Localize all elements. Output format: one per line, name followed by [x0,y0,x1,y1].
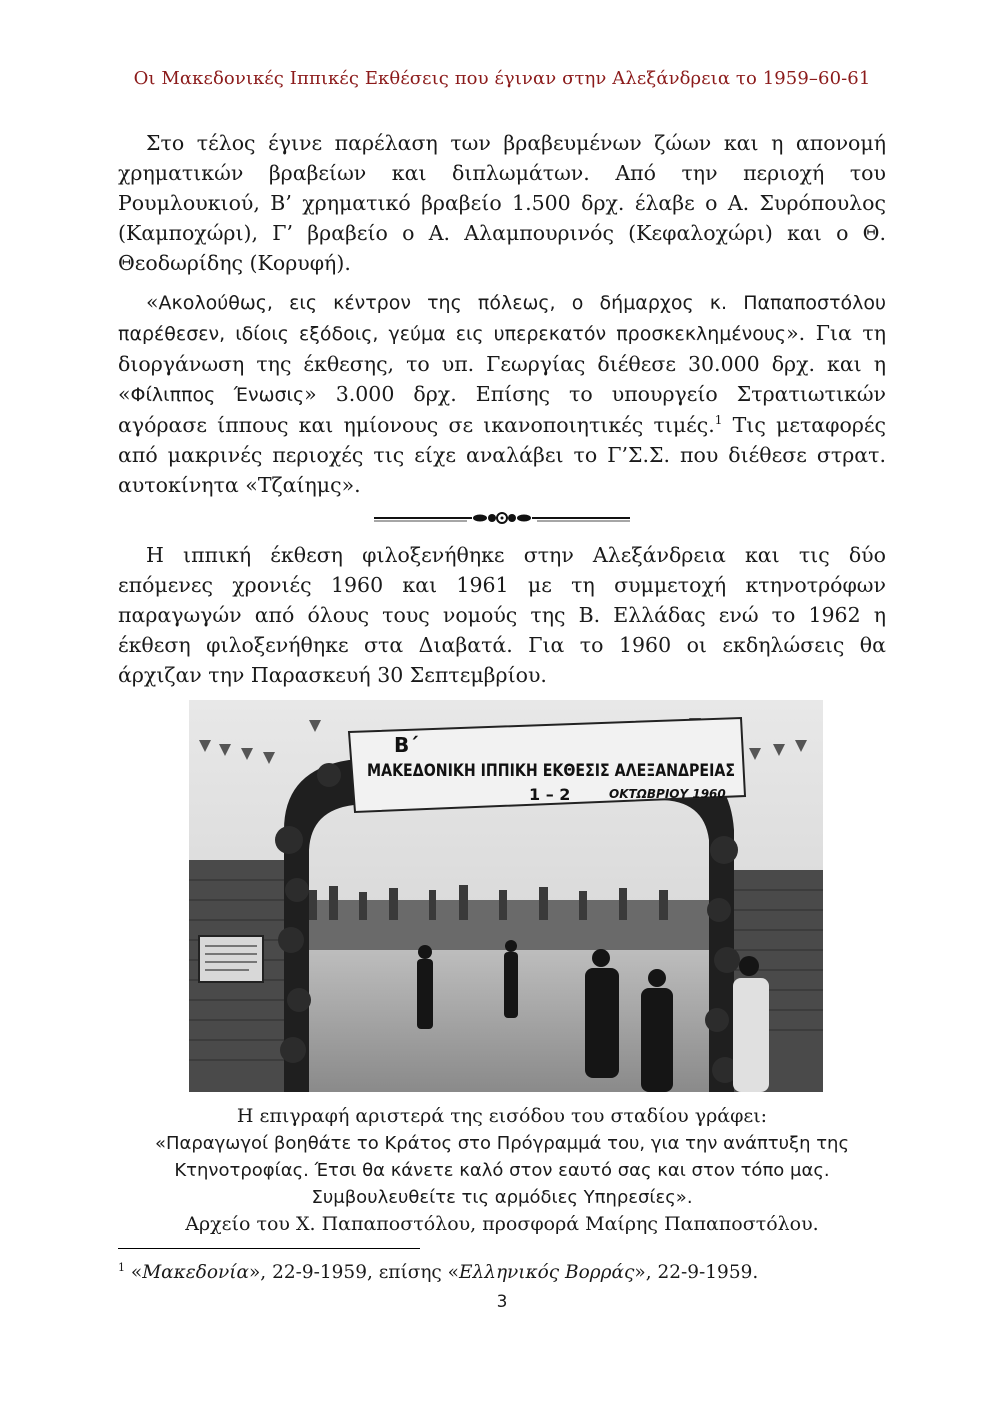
quote-open-mark: « [146,290,159,314]
funding-text: ». Για τη διοργάνωση της έκθεσης, το υπ. Γεωργίας διέθεσε 30.000 δρχ. και η « [118,321,886,406]
caption-intro: Η επιγραφή αριστερά της εισόδου του σταδίου γράφει: [236,1105,768,1127]
organization-name: Φίλιππος Ένωσις [130,384,305,406]
notice-sign [199,936,263,982]
banner-edition: Β΄ [394,733,419,757]
exhibition-entrance-photo [189,700,823,1092]
footnote-reference: 1 [714,413,723,428]
section-divider-ornament [372,508,632,528]
banner-days: 1 – 2 [529,785,571,804]
paragraph-awards: Στο τέλος έγινε παρέλαση των βραβευμένων ζώων και η απονομή χρηματικών βραβείων και διπλωμάτων. Από την περιοχή του Ρουμλουκιού, Β’ χρηματικό βραβείο 1.500 δρχ. έλαβε ο Α. Συρόπουλος (Καμποχώρι), Γ’ βραβείο ο Α. Αλαμπουρινός (Κεφαλοχώρι) και ο Θ. Θεοδωρίδης (Κορυφή). [118,131,886,275]
photo-caption [118,1103,886,1238]
footnote-source-vorras: Ελληνικός Βορράς [459,1262,635,1283]
page-number: 3 [496,1292,508,1312]
footnote-close: », 22-9-1959. [634,1262,759,1283]
caption-credit: Αρχείο του Χ. Παπαποστόλου, προσφορά Μαίρης Παπαποστόλου. [185,1213,819,1235]
footnote-source-makedonia: Μακεδονία [142,1262,249,1283]
banner-date: ΟΚΤΩΒΡΙΟΥ 1960 [609,787,726,801]
running-header: Οι Μακεδονικές Ιππικές Εκθέσεις που έγιναν στην Αλεξάνδρεια το 1959–60-61 [133,68,871,89]
footnote-middle: », 22-9-1959, επίσης « [248,1262,459,1283]
paragraph-later-exhibitions: Η ιππική έκθεση φιλοξενήθηκε στην Αλεξάνδρεια και τις δύο επόμενες χρονιές 1960 και 1961 με τη συμμετοχή κτηνοτρόφων παραγωγών από όλους τους νομούς της Β. Ελλάδας ενώ το 1962 η έκθεση φιλοξενήθηκε στα Διαβατά. Για το 1960 οι εκδηλώσεις θα άρχιζαν την Παρασκευή 30 Σεπτεμβρίου. [118,543,886,687]
banner-title: ΜΑΚΕΔΟΝΙΚΗ ΙΠΠΙΚΗ ΕΚΘΕΣΙΣ ΑΛΕΞΑΝΔΡΕΙΑΣ [367,761,735,781]
footnote [118,1260,886,1286]
paragraph-banquet [118,287,886,500]
newspaper-quote: Ακολούθως, εις κέντρον της πόλεως, ο δήμαρχος κ. Παπαποστόλου παρέθεσεν, ιδίοις εξόδοις, γεύμα εις υπερεκατόν προσκεκλημένους [118,292,886,345]
transport-text: Τις μεταφορές από μακρινές περιοχές τις είχε αναλάβει το Γ’Σ.Σ. που διέθεσε στρατ. αυτοκίνητα «Τζαίημς». [118,413,886,497]
footnote-number: 1 [118,1260,125,1274]
caption-quote: «Παραγωγοί βοηθάτε το Κράτος στο Πρόγραμμά του, για την ανάπτυξη της Κτηνοτροφίας. Έτσι θα κάνετε καλό στον εαυτό σας και στον τόπο μας. Συμβουλευθείτε τις αρμόδιες Υπηρεσίες». [154,1133,850,1208]
ministry-text: » 3.000 δρχ. Επίσης το υπουργείο Στρατιωτικών αγόρασε ίππους και ημίονους σε ικανοποιητικές τιμές. [118,382,886,437]
footnote-open: « [130,1262,143,1283]
footnote-separator [118,1248,420,1249]
